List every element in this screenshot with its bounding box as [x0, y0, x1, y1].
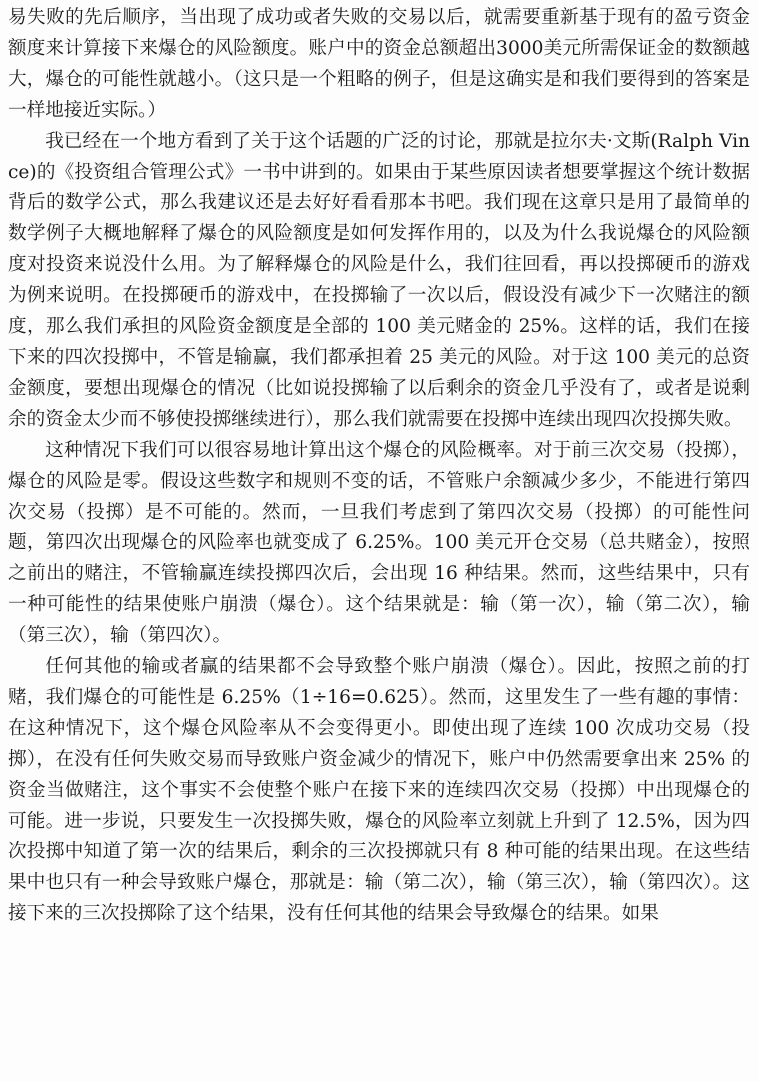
paragraph-probability: 这种情况下我们可以很容易地计算出这个爆仓的风险概率。对于前三次交易（投掷），爆仓的风险是零。假设这些数字和规则不变的话，不管账户余额减少多少，不能进行第四次交易（投掷）是不可能的。然而，一旦我们考虑到了第四次交易（投掷）的可能性问题，第四次出现爆仓的风险率也就变成了 6.25%。100 美元开仓交易（总共赌金），按照之前出的赌注，不管输赢连续投掷四次后，会出现 16 种结果。然而，这些结果中，只有一种可能性的结果使账户崩溃（爆仓）。这个结果就是：输（第一次），输（第二次），输（第三次），输（第四次）。: [8, 439, 750, 647]
body-text: [8, 3, 750, 930]
paragraph-other-outcomes: 任何其他的输或者赢的结果都不会导致整个账户崩溃（爆仓）。因此，按照之前的打赌，我们爆仓的可能性是 6.25%（1÷16=0.625）。然而，这里发生了一些有趣的事情：在这种情况下，这个爆仓风险率从不会变得更小。即使出现了连续 100 次成功交易（投掷），在没有任何失败交易而导致账户资金减少的情况下，账户中仍然需要拿出来 25% 的资金当做赌注，这个事实不会使整个账户在接下来的连续四次交易（投掷）中出现爆仓的可能。进一步说，只要发生一次投掷失败，爆仓的风险率立刻就上升到了 12.5%，因为四次投掷中知道了第一次的结果后，剩余的三次投掷就只有 8 种可能的结果出现。在这些结果中也只有一种会导致账户爆仓，那就是：输（第二次），输（第三次），输（第四次）。这接下来的三次投掷除了这个结果，没有任何其他的结果会导致爆仓的结果。如果: [8, 656, 750, 925]
paragraph-continued: 易失败的先后顺序，当出现了成功或者失败的交易以后，就需要重新基于现有的盈亏资金额度来计算接下来爆仓的风险额度。账户中的资金总额超出3000美元所需保证金的数额越大，爆仓的可能性就越小。（这只是一个粗略的例子，但是这确实是和我们要得到的答案是一样地接近实际。）: [8, 7, 750, 121]
paragraph-ralph-vince: 我已经在一个地方看到了关于这个话题的广泛的讨论，那就是拉尔夫·文斯(Ralph Vince)的《投资组合管理公式》一书中讲到的。如果由于某些原因读者想要掌握这个统计数据背后的数学公式，那么我建议还是去好好看看那本书吧。我们现在这章只是用了最简单的数学例子大概地解释了爆仓的风险额度是如何发挥作用的，以及为什么我说爆仓的风险额度对投资来说没什么用。为了解释爆仓的风险是什么，我们往回看，再以投掷硬币的游戏为例来说明。在投掷硬币的游戏中，在投掷输了一次以后，假设没有减少下一次赌注的额度，那么我们承担的风险资金额度是全部的 100 美元赌金的 25%。这样的话，我们在接下来的四次投掷中，不管是输赢，我们都承担着 25 美元的风险。对于这 100 美元的总资金额度，要想出现爆仓的情况（比如说投掷输了以后剩余的资金几乎没有了，或者是说剩余的资金太少而不够使投掷继续进行），那么我们就需要在投掷中连续出现四次投掷失败。: [8, 130, 750, 430]
